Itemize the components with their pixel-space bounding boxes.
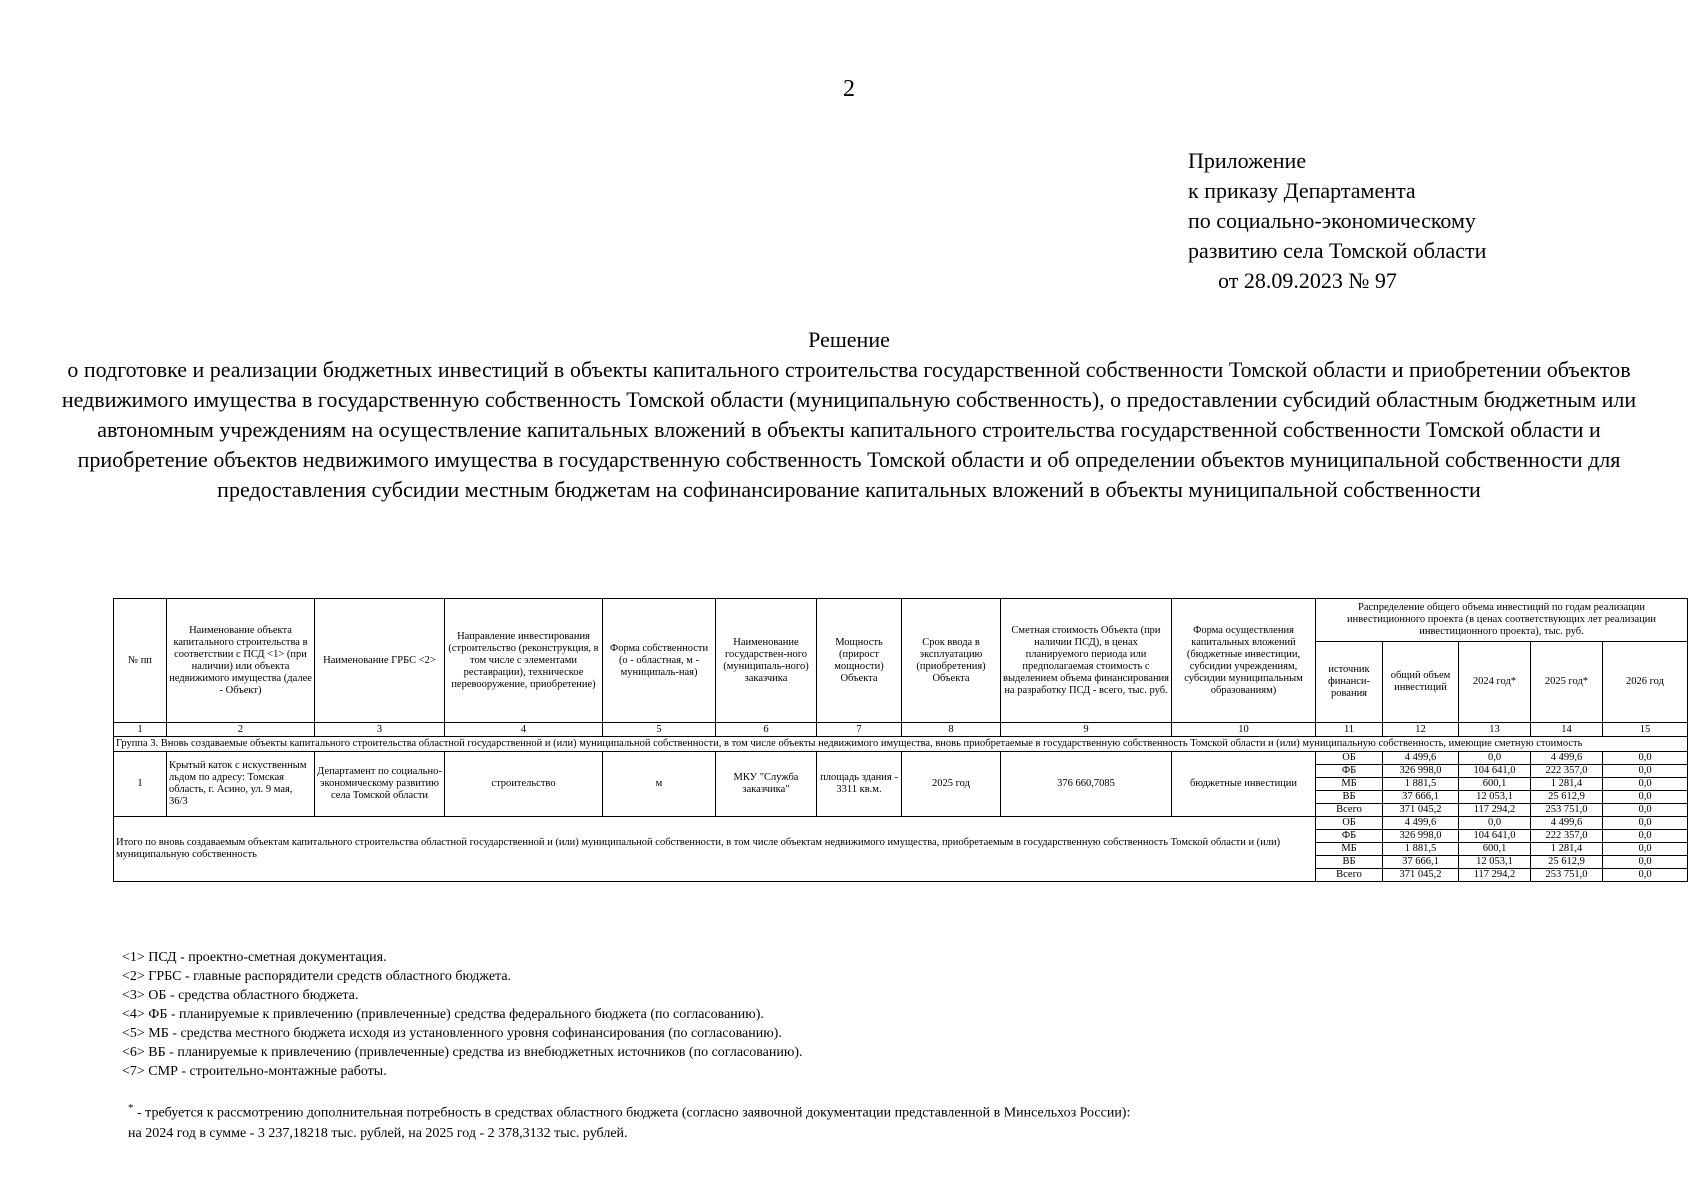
- column-number: 9: [1001, 723, 1172, 737]
- finance-2024: 12 053,1: [1459, 856, 1531, 869]
- finance-source: ОБ: [1316, 752, 1383, 765]
- asterisk-note-line: - требуется к рассмотрению дополнительная потребность в средствах областного бюджета (согласно заявочной документации представленной в Минсельхоз России):: [133, 1105, 1131, 1121]
- investment-table: [113, 598, 1688, 882]
- column-number: 14: [1531, 723, 1603, 737]
- finance-source: Всего: [1316, 804, 1383, 817]
- finance-2025: 253 751,0: [1531, 804, 1603, 817]
- finance-2024: 600,1: [1459, 843, 1531, 856]
- group-row: [114, 737, 1688, 752]
- finance-2026: 0,0: [1603, 843, 1688, 856]
- finance-total: 4 499,6: [1383, 817, 1459, 830]
- finance-2026: 0,0: [1603, 804, 1688, 817]
- object-name: Крытый каток с искуственным льдом по адресу: Томская область, г. Асино, ул. 9 мая, 36/3: [167, 752, 315, 817]
- finance-2025: 4 499,6: [1531, 752, 1603, 765]
- col-header-7: Мощность (прирост мощности) Объекта: [817, 599, 902, 723]
- finance-total: 371 045,2: [1383, 804, 1459, 817]
- col-header-11: источник финанси-рования: [1316, 642, 1383, 723]
- finance-source: Всего: [1316, 869, 1383, 882]
- finance-2024: 117 294,2: [1459, 804, 1531, 817]
- column-number: 15: [1603, 723, 1688, 737]
- finance-2025: 222 357,0: [1531, 830, 1603, 843]
- finance-source: ВБ: [1316, 791, 1383, 804]
- finance-total: 371 045,2: [1383, 869, 1459, 882]
- column-number: 5: [603, 723, 716, 737]
- finance-2024: 117 294,2: [1459, 869, 1531, 882]
- finance-2024: 0,0: [1459, 752, 1531, 765]
- finance-2025: 4 499,6: [1531, 817, 1603, 830]
- col-header-9: Сметная стоимость Объекта (при наличии ПСД), в ценах планируемого периода или предполагаемая стоимость с выделением объема финансирования на разработку ПСД - всего, тыс. руб.: [1001, 599, 1172, 723]
- totals-label: Итого по вновь создаваемым объектам капитального строительства областной государственной и (или) муниципальной собственности, в том числе объектам недвижимого имущества, приобретаемым в государственную собственность Томской области и (или) муниципальную собственность: [114, 817, 1316, 882]
- column-number: 1: [114, 723, 167, 737]
- finance-2025: 1 281,4: [1531, 778, 1603, 791]
- document-title: Решение: [808, 327, 890, 352]
- appendix-block: [1188, 146, 1486, 296]
- document-heading: [60, 325, 1638, 505]
- finance-2026: 0,0: [1603, 869, 1688, 882]
- finance-source: МБ: [1316, 843, 1383, 856]
- object-number: 1: [114, 752, 167, 817]
- finance-total: 326 998,0: [1383, 830, 1459, 843]
- object-row: [114, 752, 1688, 765]
- finance-2026: 0,0: [1603, 856, 1688, 869]
- finance-2025: 222 357,0: [1531, 765, 1603, 778]
- totals-row: [114, 817, 1688, 830]
- finance-total: 4 499,6: [1383, 752, 1459, 765]
- column-number: 4: [445, 723, 603, 737]
- col-header-group: Распределение общего объема инвестиций по годам реализации инвестиционного проекта (в ценах соответствующих лет реализации инвестиционного проекта), тыс. руб.: [1316, 599, 1688, 642]
- object-direction: строительство: [445, 752, 603, 817]
- finance-total: 1 881,5: [1383, 843, 1459, 856]
- footnote: <6> ВБ - планируемые к привлечению (привлеченные) средства из внебюджетных источников (по согласованию).: [122, 1045, 803, 1060]
- asterisk-note-line: на 2024 год в сумме - 3 237,18218 тыс. рублей, на 2025 год - 2 378,3132 тыс. рублей.: [128, 1125, 628, 1141]
- finance-total: 37 666,1: [1383, 856, 1459, 869]
- column-number: 3: [315, 723, 445, 737]
- finance-2026: 0,0: [1603, 752, 1688, 765]
- column-number: 13: [1459, 723, 1531, 737]
- footnote: <3> ОБ - средства областного бюджета.: [122, 988, 359, 1003]
- column-number: 12: [1383, 723, 1459, 737]
- page-number: 2: [843, 76, 855, 102]
- column-number: 8: [902, 723, 1001, 737]
- asterisk-note: [128, 1098, 1130, 1144]
- appendix-line: развитию села Томской области: [1188, 238, 1487, 263]
- appendix-line: по социально-экономическому: [1188, 208, 1476, 233]
- col-header-12: общий объем инвестиций: [1383, 642, 1459, 723]
- object-grbs: Департамент по социально-экономическому развитию села Томской области: [315, 752, 445, 817]
- finance-source: ВБ: [1316, 856, 1383, 869]
- header-row: [114, 599, 1688, 642]
- finance-2024: 600,1: [1459, 778, 1531, 791]
- column-number: 6: [716, 723, 817, 737]
- footnote: <7> СМР - строительно-монтажные работы.: [122, 1064, 387, 1079]
- col-header-6: Наименование государствен-ного (муниципаль-ного) заказчика: [716, 599, 817, 723]
- finance-2026: 0,0: [1603, 791, 1688, 804]
- col-header-4: Направление инвестирования (строительство (реконструкция, в том числе с элементами реставрации), техническое перевооружение, приобретение): [445, 599, 603, 723]
- finance-source: МБ: [1316, 778, 1383, 791]
- finance-2026: 0,0: [1603, 765, 1688, 778]
- col-header-14: 2025 год*: [1531, 642, 1603, 723]
- object-capacity: площадь здания - 3311 кв.м.: [817, 752, 902, 817]
- finance-source: ФБ: [1316, 830, 1383, 843]
- finance-2026: 0,0: [1603, 817, 1688, 830]
- footnote: <5> МБ - средства местного бюджета исходя из установленного уровня софинансирования (по согласованию).: [122, 1026, 782, 1041]
- asterisk-mark: *: [128, 1102, 134, 1114]
- column-number: 11: [1316, 723, 1383, 737]
- finance-2024: 104 641,0: [1459, 765, 1531, 778]
- col-header-2: Наименование объекта капитального строительства в соответствии с ПСД <1> (при наличии) или объекта недвижимого имущества (далее - Объект): [167, 599, 315, 723]
- col-header-5: Форма собственности (о - областная, м - муниципаль-ная): [603, 599, 716, 723]
- footnotes: [122, 948, 803, 1081]
- appendix-line: Приложение: [1188, 148, 1307, 173]
- object-form: бюджетные инвестиции: [1172, 752, 1316, 817]
- finance-source: ОБ: [1316, 817, 1383, 830]
- appendix-line: к приказу Департамента: [1188, 178, 1416, 203]
- finance-total: 326 998,0: [1383, 765, 1459, 778]
- group-label: Группа 3. Вновь создаваемые объекты капитального строительства областной государственной и (или) муниципальной собственности, в том числе объекты недвижимого имущества, вновь приобретаемые в государственную собственность Томской области и (или) муниципальную собственность, имеющие сметную стоимость: [114, 737, 1688, 752]
- finance-2025: 25 612,9: [1531, 791, 1603, 804]
- finance-2026: 0,0: [1603, 778, 1688, 791]
- appendix-date: от 28.09.2023 № 97: [1218, 268, 1397, 293]
- column-number: 7: [817, 723, 902, 737]
- footnote: <1> ПСД - проектно-сметная документация.: [122, 950, 387, 965]
- document-subtitle: о подготовке и реализации бюджетных инвестиций в объекты капитального строительства государственной собственности Томской области и приобретении объектов недвижимого имущества в государственную собственность Томской области (муниципальную собственность), о предоставлении субсидий областным бюджетным или автономным учреждениям на осуществление капитальных вложений в объекты капитального строительства государственной собственности Томской области и приобретение объектов недвижимого имущества в государственную собственность Томской области и об определении объектов муниципальной собственности для предоставления субсидии местным бюджетам на софинансирование капитальных вложений в объекты муниципальной собственности: [61, 357, 1637, 502]
- object-term: 2025 год: [902, 752, 1001, 817]
- col-header-1: № пп: [114, 599, 167, 723]
- finance-2025: 1 281,4: [1531, 843, 1603, 856]
- object-ownership: м: [603, 752, 716, 817]
- footnote: <4> ФБ - планируемые к привлечению (привлеченные) средства федерального бюджета (по согласованию).: [122, 1007, 764, 1022]
- footnote: <2> ГРБС - главные распорядители средств областного бюджета.: [122, 969, 512, 984]
- col-header-13: 2024 год*: [1459, 642, 1531, 723]
- column-number: 10: [1172, 723, 1316, 737]
- finance-2025: 253 751,0: [1531, 869, 1603, 882]
- finance-2024: 104 641,0: [1459, 830, 1531, 843]
- col-header-8: Срок ввода в эксплуатацию (приобретения) Объекта: [902, 599, 1001, 723]
- column-number-row: [114, 723, 1688, 737]
- col-header-3: Наименование ГРБС <2>: [315, 599, 445, 723]
- col-header-10: Форма осуществления капитальных вложений (бюджетные инвестиции, субсидии учреждениям, субсидии муниципальным образованиям): [1172, 599, 1316, 723]
- finance-total: 37 666,1: [1383, 791, 1459, 804]
- finance-source: ФБ: [1316, 765, 1383, 778]
- finance-2025: 25 612,9: [1531, 856, 1603, 869]
- finance-total: 1 881,5: [1383, 778, 1459, 791]
- finance-2024: 12 053,1: [1459, 791, 1531, 804]
- col-header-15: 2026 год: [1603, 642, 1688, 723]
- column-number: 2: [167, 723, 315, 737]
- finance-2026: 0,0: [1603, 830, 1688, 843]
- finance-2024: 0,0: [1459, 817, 1531, 830]
- object-customer: МКУ "Служба заказчика": [716, 752, 817, 817]
- object-cost: 376 660,7085: [1001, 752, 1172, 817]
